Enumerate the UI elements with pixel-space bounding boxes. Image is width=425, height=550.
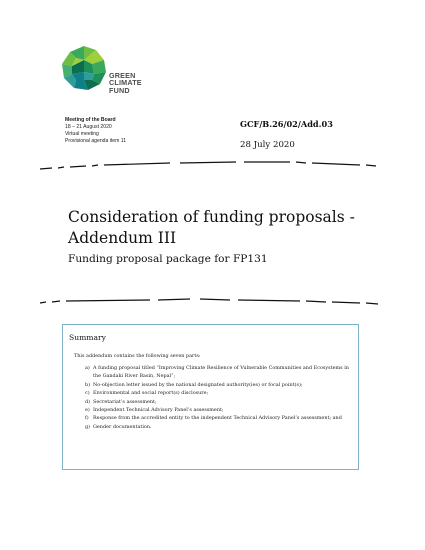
list-item-text: Independent Technical Advisory Panel’s assessment; xyxy=(93,407,224,414)
list-item-text: Response from the accredited entity to the independent Technical Advisory Panel’s assessment; and xyxy=(93,415,342,422)
agenda-item: Provisional agenda item 11 xyxy=(65,138,127,145)
bottom-wave-divider xyxy=(0,296,425,310)
list-item-text: A funding proposal titled “Improving Climate Resilience of Vulnerable Communities and Ecosystems in the Gandaki River Basin, Nepal”; xyxy=(93,365,349,380)
list-marker: b) xyxy=(85,381,91,388)
list-marker: d) xyxy=(85,398,91,405)
gcf-logo-icon xyxy=(60,44,108,92)
list-item xyxy=(85,423,355,431)
list-item xyxy=(85,389,355,397)
summary-box xyxy=(62,324,359,470)
meeting-venue: Virtual meeting xyxy=(65,131,99,138)
list-item xyxy=(85,381,355,389)
list-item xyxy=(85,414,355,422)
title-line-2: Addendum III xyxy=(68,229,177,247)
meeting-info xyxy=(65,117,126,145)
top-wave-divider xyxy=(0,158,425,172)
page-subtitle: Funding proposal package for FP131 xyxy=(68,253,268,265)
page-title xyxy=(68,207,388,249)
document-date: 28 July 2020 xyxy=(240,140,295,150)
list-item xyxy=(85,364,355,381)
meeting-dates: 18 – 21 August 2020 xyxy=(65,124,112,131)
list-marker: a) xyxy=(85,365,90,371)
list-marker: g) xyxy=(85,423,91,430)
list-marker: f) xyxy=(85,415,89,422)
gcf-logo xyxy=(60,44,180,104)
title-line-1: Consideration of funding proposals - xyxy=(68,208,355,226)
list-marker: e) xyxy=(85,407,90,414)
list-item-text: Gender documentation. xyxy=(93,423,152,430)
list-item xyxy=(85,406,355,414)
list-marker: c) xyxy=(85,390,90,397)
document-reference: GCF/B.26/02/Add.03 xyxy=(240,119,333,129)
summary-heading: Summary xyxy=(69,333,106,342)
summary-intro: This addendum contains the following seven parts: xyxy=(74,353,201,359)
logo-line-2: CLIMATE xyxy=(109,78,142,88)
logo-line-1: GREEN xyxy=(109,71,136,80)
meeting-name: Meeting of the Board xyxy=(65,117,116,123)
list-item xyxy=(85,398,355,406)
logo-line-3: FUND xyxy=(109,85,130,95)
gcf-logo-text xyxy=(109,72,142,94)
list-item-text: No-objection letter issued by the national designated authority(ies) or focal point(s); xyxy=(93,381,303,388)
list-item-text: Secretariat’s assessment; xyxy=(93,398,157,405)
summary-list xyxy=(85,364,355,431)
list-item-text: Environmental and social report(s) disclosure; xyxy=(93,390,209,397)
